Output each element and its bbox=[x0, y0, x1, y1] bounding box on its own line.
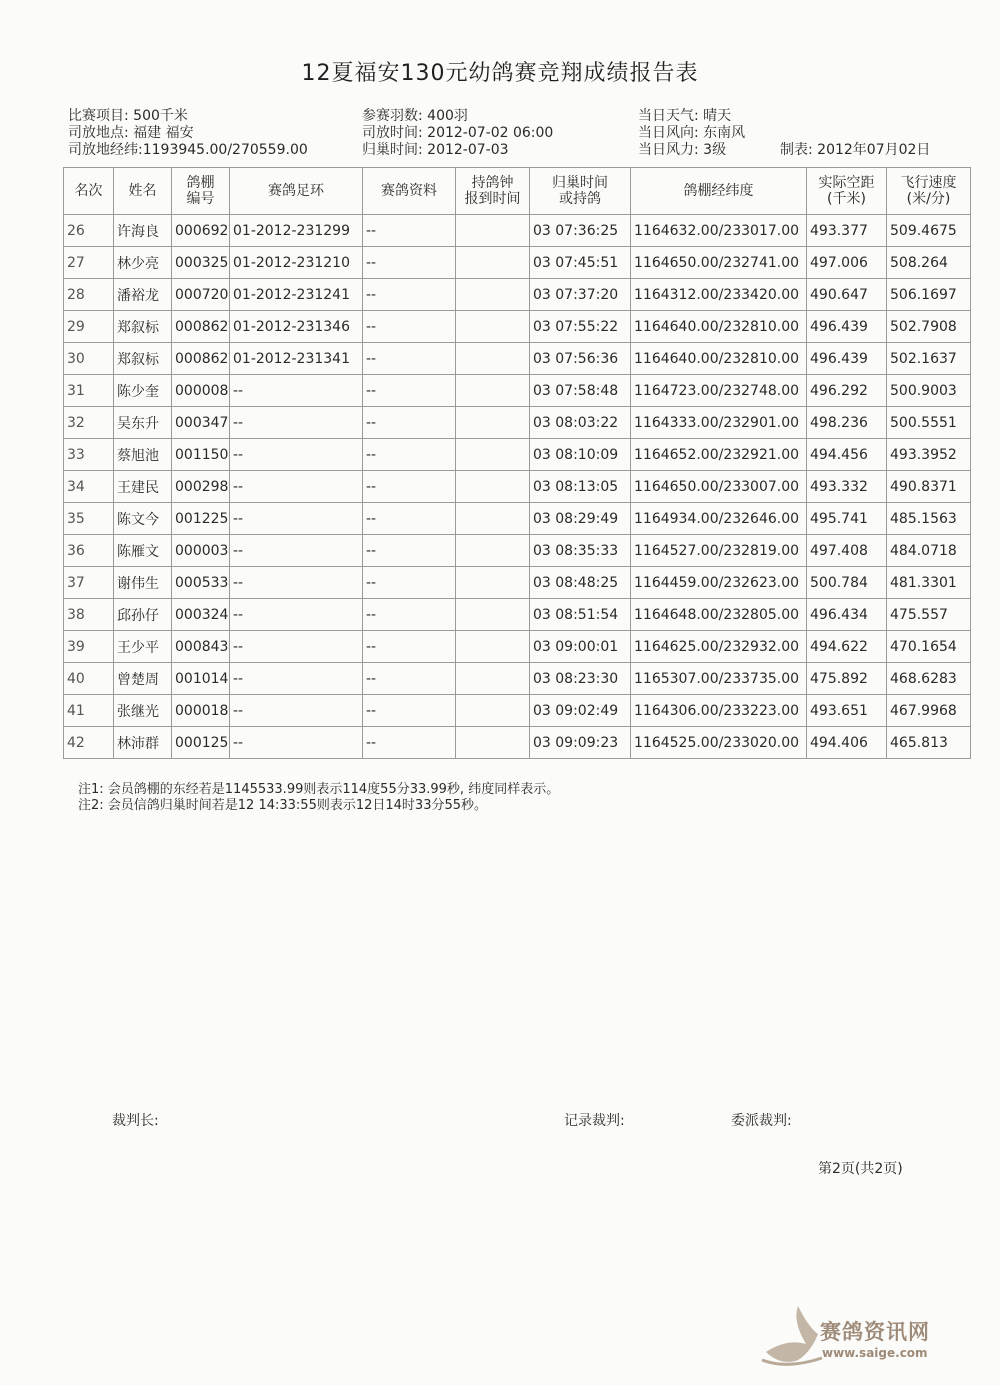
cell-rank: 32 bbox=[64, 407, 114, 439]
cell-clock-time bbox=[456, 695, 530, 727]
cell-return-time: 03 08:13:05 bbox=[530, 471, 631, 503]
cell-loft-id: 000843 bbox=[172, 631, 230, 663]
cell-return-time: 03 07:37:20 bbox=[530, 279, 631, 311]
table-row bbox=[64, 279, 971, 311]
cell-clock-time bbox=[456, 663, 530, 695]
header-speed: 飞行速度 (米/分) bbox=[887, 168, 971, 215]
cell-loft-id: 000720 bbox=[172, 279, 230, 311]
cell-clock-time bbox=[456, 503, 530, 535]
cell-clock-time bbox=[456, 279, 530, 311]
cell-speed: 493.3952 bbox=[887, 439, 971, 471]
cell-name: 邱孙仔 bbox=[114, 599, 172, 631]
cell-clock-time bbox=[456, 599, 530, 631]
cell-speed: 481.3301 bbox=[887, 567, 971, 599]
signature-delegate: 委派裁判: bbox=[731, 1113, 792, 1129]
cell-pigeon-info: -- bbox=[363, 375, 456, 407]
table-row bbox=[64, 631, 971, 663]
cell-return-time: 03 07:36:25 bbox=[530, 215, 631, 247]
cell-distance: 493.332 bbox=[807, 471, 887, 503]
cell-clock-time bbox=[456, 407, 530, 439]
cell-loft-id: 000008 bbox=[172, 375, 230, 407]
cell-coords: 1164934.00/232646.00 bbox=[631, 503, 807, 535]
cell-rank: 35 bbox=[64, 503, 114, 535]
cell-coords: 1164333.00/232901.00 bbox=[631, 407, 807, 439]
cell-ring: -- bbox=[230, 375, 363, 407]
header-pigeon-info: 赛鸽资料 bbox=[363, 168, 456, 215]
cell-rank: 41 bbox=[64, 695, 114, 727]
cell-loft-id: 000324 bbox=[172, 599, 230, 631]
meta-column-3 bbox=[638, 108, 745, 159]
cell-loft-id: 001014 bbox=[172, 663, 230, 695]
cell-name: 林沛群 bbox=[114, 727, 172, 759]
cell-speed: 485.1563 bbox=[887, 503, 971, 535]
cell-distance: 495.741 bbox=[807, 503, 887, 535]
cell-rank: 38 bbox=[64, 599, 114, 631]
cell-return-time: 03 07:58:48 bbox=[530, 375, 631, 407]
cell-loft-id: 000298 bbox=[172, 471, 230, 503]
table-row bbox=[64, 343, 971, 375]
cell-ring: 01-2012-231299 bbox=[230, 215, 363, 247]
cell-ring: 01-2012-231241 bbox=[230, 279, 363, 311]
cell-coords: 1164459.00/232623.00 bbox=[631, 567, 807, 599]
cell-loft-id: 000325 bbox=[172, 247, 230, 279]
cell-pigeon-info: -- bbox=[363, 567, 456, 599]
cell-return-time: 03 07:55:22 bbox=[530, 311, 631, 343]
cell-coords: 1164648.00/232805.00 bbox=[631, 599, 807, 631]
cell-speed: 490.8371 bbox=[887, 471, 971, 503]
cell-rank: 42 bbox=[64, 727, 114, 759]
cell-return-time: 03 08:23:30 bbox=[530, 663, 631, 695]
cell-pigeon-info: -- bbox=[363, 279, 456, 311]
cell-name: 郑叙标 bbox=[114, 311, 172, 343]
cell-loft-id: 000003 bbox=[172, 535, 230, 567]
table-row bbox=[64, 215, 971, 247]
table-row bbox=[64, 311, 971, 343]
cell-coords: 1164650.00/232741.00 bbox=[631, 247, 807, 279]
header-return-time: 归巢时间 或持鸽 bbox=[530, 168, 631, 215]
cell-rank: 31 bbox=[64, 375, 114, 407]
cell-rank: 39 bbox=[64, 631, 114, 663]
cell-rank: 29 bbox=[64, 311, 114, 343]
table-row bbox=[64, 375, 971, 407]
cell-speed: 500.5551 bbox=[887, 407, 971, 439]
header-loft-id: 鸽棚 编号 bbox=[172, 168, 230, 215]
cell-loft-id: 000347 bbox=[172, 407, 230, 439]
cell-clock-time bbox=[456, 535, 530, 567]
cell-name: 陈文今 bbox=[114, 503, 172, 535]
cell-loft-id: 001150 bbox=[172, 439, 230, 471]
cell-clock-time bbox=[456, 631, 530, 663]
cell-return-time: 03 07:56:36 bbox=[530, 343, 631, 375]
cell-name: 谢伟生 bbox=[114, 567, 172, 599]
cell-ring: -- bbox=[230, 599, 363, 631]
cell-rank: 27 bbox=[64, 247, 114, 279]
meta-return-time: 归巢时间: 2012-07-03 bbox=[362, 142, 509, 158]
table-row bbox=[64, 439, 971, 471]
cell-pigeon-info: -- bbox=[363, 599, 456, 631]
table-row bbox=[64, 599, 971, 631]
cell-coords: 1164312.00/233420.00 bbox=[631, 279, 807, 311]
cell-loft-id: 001225 bbox=[172, 503, 230, 535]
signature-recorder: 记录裁判: bbox=[564, 1113, 625, 1129]
meta-release-coords: 司放地经纬:1193945.00/270559.00 bbox=[68, 142, 308, 158]
cell-ring: -- bbox=[230, 439, 363, 471]
meta-release-place: 司放地点: 福建 福安 bbox=[68, 125, 194, 141]
signature-chief-judge: 裁判长: bbox=[112, 1113, 159, 1129]
table-row bbox=[64, 247, 971, 279]
meta-weather: 当日天气: 晴天 bbox=[638, 108, 732, 124]
cell-coords: 1164723.00/232748.00 bbox=[631, 375, 807, 407]
cell-pigeon-info: -- bbox=[363, 215, 456, 247]
cell-return-time: 03 07:45:51 bbox=[530, 247, 631, 279]
cell-loft-id: 000533 bbox=[172, 567, 230, 599]
cell-return-time: 03 08:51:54 bbox=[530, 599, 631, 631]
cell-speed: 465.813 bbox=[887, 727, 971, 759]
table-row bbox=[64, 407, 971, 439]
cell-clock-time bbox=[456, 375, 530, 407]
table-row bbox=[64, 503, 971, 535]
cell-pigeon-info: -- bbox=[363, 503, 456, 535]
cell-speed: 467.9968 bbox=[887, 695, 971, 727]
table-header-row bbox=[64, 168, 971, 215]
cell-return-time: 03 09:02:49 bbox=[530, 695, 631, 727]
cell-coords: 1164527.00/232819.00 bbox=[631, 535, 807, 567]
cell-speed: 500.9003 bbox=[887, 375, 971, 407]
header-clock-time: 持鸽钟 报到时间 bbox=[456, 168, 530, 215]
cell-name: 陈雁文 bbox=[114, 535, 172, 567]
cell-clock-time bbox=[456, 727, 530, 759]
note-1: 注1: 会员鸽棚的东经若是1145533.99则表示114度55分33.99秒, 纬度同样表示。 bbox=[78, 782, 560, 797]
header-distance: 实际空距 (千米) bbox=[807, 168, 887, 215]
cell-speed: 484.0718 bbox=[887, 535, 971, 567]
cell-distance: 497.006 bbox=[807, 247, 887, 279]
cell-name: 曾楚周 bbox=[114, 663, 172, 695]
cell-pigeon-info: -- bbox=[363, 631, 456, 663]
cell-coords: 1164625.00/232932.00 bbox=[631, 631, 807, 663]
cell-ring: -- bbox=[230, 503, 363, 535]
cell-speed: 475.557 bbox=[887, 599, 971, 631]
cell-return-time: 03 08:10:09 bbox=[530, 439, 631, 471]
cell-distance: 490.647 bbox=[807, 279, 887, 311]
header-name: 姓名 bbox=[114, 168, 172, 215]
cell-coords: 1164306.00/233223.00 bbox=[631, 695, 807, 727]
cell-loft-id: 000862 bbox=[172, 311, 230, 343]
note-2: 注2: 会员信鸽归巢时间若是12 14:33:55则表示12日14时33分55秒。 bbox=[78, 798, 488, 813]
cell-distance: 493.651 bbox=[807, 695, 887, 727]
cell-return-time: 03 08:48:25 bbox=[530, 567, 631, 599]
cell-return-time: 03 08:03:22 bbox=[530, 407, 631, 439]
cell-loft-id: 000862 bbox=[172, 343, 230, 375]
cell-speed: 506.1697 bbox=[887, 279, 971, 311]
cell-ring: -- bbox=[230, 567, 363, 599]
cell-pigeon-info: -- bbox=[363, 311, 456, 343]
cell-ring: 01-2012-231346 bbox=[230, 311, 363, 343]
meta-release-time: 司放时间: 2012-07-02 06:00 bbox=[362, 125, 554, 141]
cell-coords: 1164650.00/233007.00 bbox=[631, 471, 807, 503]
meta-wind-direction: 当日风向: 东南风 bbox=[638, 125, 746, 141]
cell-coords: 1164525.00/233020.00 bbox=[631, 727, 807, 759]
watermark-name: 赛鸽资讯网 bbox=[820, 1320, 930, 1344]
cell-loft-id: 000692 bbox=[172, 215, 230, 247]
table-row bbox=[64, 727, 971, 759]
cell-rank: 26 bbox=[64, 215, 114, 247]
cell-pigeon-info: -- bbox=[363, 695, 456, 727]
cell-return-time: 03 08:29:49 bbox=[530, 503, 631, 535]
cell-clock-time bbox=[456, 471, 530, 503]
cell-speed: 502.7908 bbox=[887, 311, 971, 343]
cell-distance: 496.439 bbox=[807, 343, 887, 375]
cell-pigeon-info: -- bbox=[363, 439, 456, 471]
cell-clock-time bbox=[456, 247, 530, 279]
table-row bbox=[64, 695, 971, 727]
cell-distance: 497.408 bbox=[807, 535, 887, 567]
cell-rank: 28 bbox=[64, 279, 114, 311]
pigeon-logo-icon bbox=[758, 1300, 828, 1372]
cell-pigeon-info: -- bbox=[363, 535, 456, 567]
cell-ring: -- bbox=[230, 471, 363, 503]
cell-distance: 493.377 bbox=[807, 215, 887, 247]
cell-pigeon-info: -- bbox=[363, 343, 456, 375]
cell-distance: 500.784 bbox=[807, 567, 887, 599]
cell-coords: 1164640.00/232810.00 bbox=[631, 343, 807, 375]
cell-loft-id: 000018 bbox=[172, 695, 230, 727]
cell-ring: -- bbox=[230, 535, 363, 567]
cell-distance: 494.622 bbox=[807, 631, 887, 663]
meta-race-item: 比赛项目: 500千米 bbox=[68, 108, 188, 124]
cell-coords: 1164652.00/232921.00 bbox=[631, 439, 807, 471]
cell-distance: 494.406 bbox=[807, 727, 887, 759]
cell-ring: 01-2012-231210 bbox=[230, 247, 363, 279]
cell-return-time: 03 08:35:33 bbox=[530, 535, 631, 567]
meta-made-date: 制表: 2012年07月02日 bbox=[780, 142, 931, 158]
cell-ring: -- bbox=[230, 663, 363, 695]
cell-name: 潘裕龙 bbox=[114, 279, 172, 311]
cell-rank: 30 bbox=[64, 343, 114, 375]
table-row bbox=[64, 663, 971, 695]
cell-distance: 496.434 bbox=[807, 599, 887, 631]
table-row bbox=[64, 535, 971, 567]
cell-loft-id: 000125 bbox=[172, 727, 230, 759]
cell-clock-time bbox=[456, 311, 530, 343]
cell-ring: 01-2012-231341 bbox=[230, 343, 363, 375]
meta-wind-force: 当日风力: 3级 bbox=[638, 142, 727, 158]
cell-name: 林少亮 bbox=[114, 247, 172, 279]
meta-entries: 参赛羽数: 400羽 bbox=[362, 108, 468, 124]
cell-pigeon-info: -- bbox=[363, 407, 456, 439]
cell-ring: -- bbox=[230, 727, 363, 759]
header-ring: 赛鸽足环 bbox=[230, 168, 363, 215]
cell-name: 王建民 bbox=[114, 471, 172, 503]
cell-speed: 468.6283 bbox=[887, 663, 971, 695]
cell-coords: 1164632.00/233017.00 bbox=[631, 215, 807, 247]
report-title: 12夏福安130元幼鸽赛竞翔成绩报告表 bbox=[301, 61, 699, 86]
header-coords: 鸽棚经纬度 bbox=[631, 168, 807, 215]
cell-name: 郑叙标 bbox=[114, 343, 172, 375]
cell-distance: 498.236 bbox=[807, 407, 887, 439]
cell-ring: -- bbox=[230, 631, 363, 663]
table-body bbox=[64, 215, 971, 759]
cell-return-time: 03 09:00:01 bbox=[530, 631, 631, 663]
cell-name: 吴东升 bbox=[114, 407, 172, 439]
cell-name: 王少平 bbox=[114, 631, 172, 663]
cell-pigeon-info: -- bbox=[363, 247, 456, 279]
cell-return-time: 03 09:09:23 bbox=[530, 727, 631, 759]
header-rank: 名次 bbox=[64, 168, 114, 215]
cell-coords: 1164640.00/232810.00 bbox=[631, 311, 807, 343]
cell-name: 蔡旭池 bbox=[114, 439, 172, 471]
cell-clock-time bbox=[456, 439, 530, 471]
page-number: 第2页(共2页) bbox=[818, 1161, 903, 1177]
cell-speed: 502.1637 bbox=[887, 343, 971, 375]
results-table bbox=[63, 167, 971, 759]
cell-pigeon-info: -- bbox=[363, 727, 456, 759]
cell-rank: 36 bbox=[64, 535, 114, 567]
cell-ring: -- bbox=[230, 695, 363, 727]
cell-pigeon-info: -- bbox=[363, 663, 456, 695]
watermark-url: www.saige.com bbox=[822, 1346, 928, 1360]
cell-clock-time bbox=[456, 215, 530, 247]
cell-speed: 509.4675 bbox=[887, 215, 971, 247]
cell-pigeon-info: -- bbox=[363, 471, 456, 503]
cell-clock-time bbox=[456, 343, 530, 375]
cell-clock-time bbox=[456, 567, 530, 599]
cell-rank: 37 bbox=[64, 567, 114, 599]
notes bbox=[78, 782, 559, 814]
cell-rank: 40 bbox=[64, 663, 114, 695]
table-row bbox=[64, 567, 971, 599]
cell-name: 张继光 bbox=[114, 695, 172, 727]
cell-speed: 470.1654 bbox=[887, 631, 971, 663]
cell-rank: 33 bbox=[64, 439, 114, 471]
cell-distance: 475.892 bbox=[807, 663, 887, 695]
cell-distance: 494.456 bbox=[807, 439, 887, 471]
cell-name: 许海良 bbox=[114, 215, 172, 247]
cell-name: 陈少奎 bbox=[114, 375, 172, 407]
watermark bbox=[758, 1300, 963, 1372]
meta-column-2 bbox=[362, 108, 553, 159]
table-row bbox=[64, 471, 971, 503]
cell-distance: 496.292 bbox=[807, 375, 887, 407]
cell-ring: -- bbox=[230, 407, 363, 439]
cell-distance: 496.439 bbox=[807, 311, 887, 343]
cell-rank: 34 bbox=[64, 471, 114, 503]
cell-coords: 1165307.00/233735.00 bbox=[631, 663, 807, 695]
cell-speed: 508.264 bbox=[887, 247, 971, 279]
meta-column-1 bbox=[68, 108, 308, 159]
